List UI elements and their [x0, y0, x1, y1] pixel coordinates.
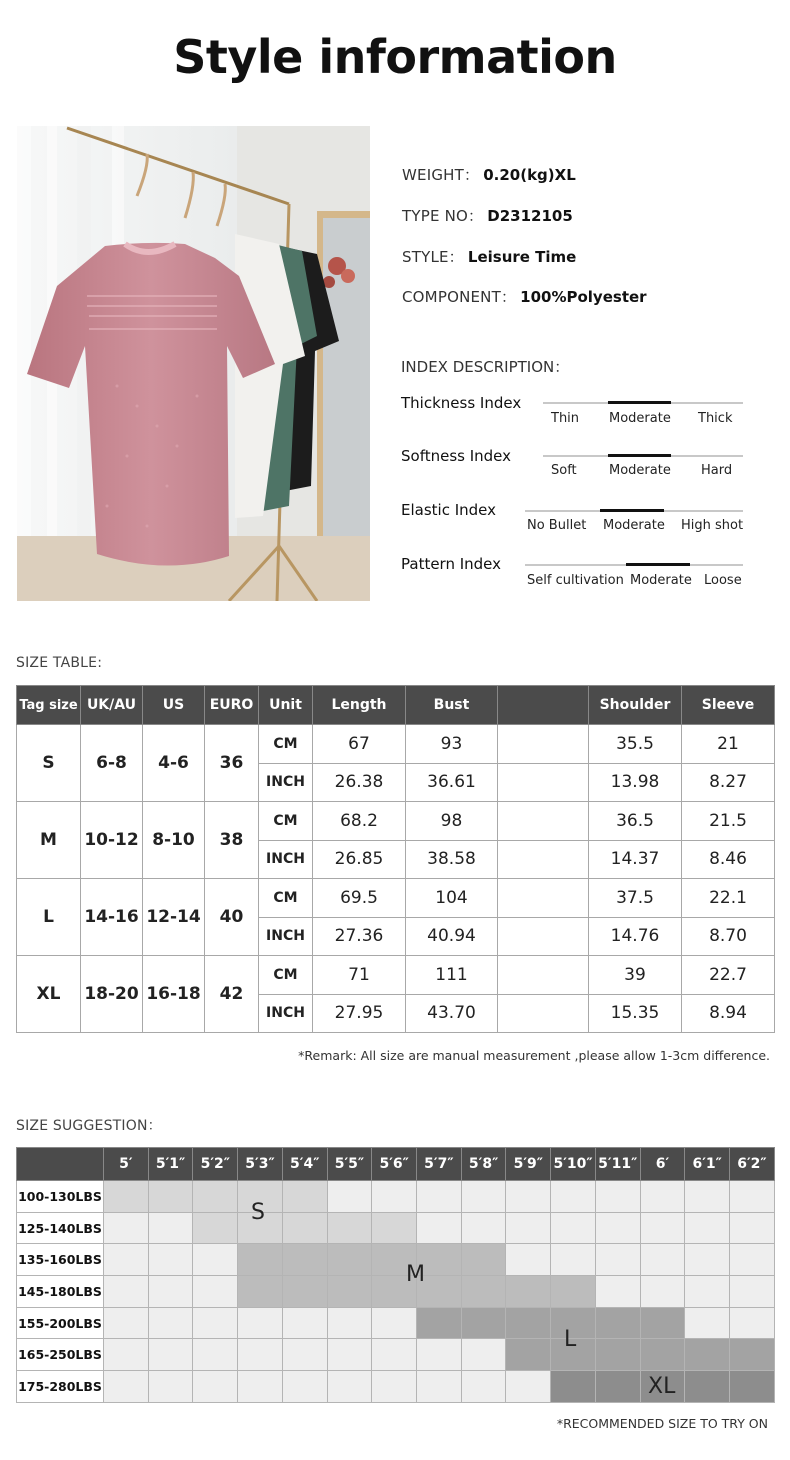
- type-value: D2312105: [487, 207, 573, 225]
- uk-size: 14-16: [81, 879, 143, 956]
- suggestion-cell: [417, 1212, 462, 1244]
- zone-label-l: L: [564, 1327, 577, 1352]
- index-marker: [626, 563, 690, 566]
- suggestion-cell: [730, 1181, 775, 1213]
- measure-cell: 8.94: [682, 994, 775, 1033]
- weight-label: 175-280LBS: [17, 1371, 104, 1403]
- measure-cell: 104: [406, 879, 498, 918]
- suggestion-cell: [193, 1181, 238, 1213]
- suggestion-cell: [417, 1181, 462, 1213]
- suggestion-cell: [282, 1244, 327, 1276]
- suggestion-cell: [282, 1307, 327, 1339]
- column-header: Unit: [259, 686, 313, 725]
- measure-cell: 21: [682, 725, 775, 764]
- suggestion-cell: [104, 1276, 149, 1308]
- suggestion-cell: [372, 1307, 417, 1339]
- suggestion-cell: [327, 1276, 372, 1308]
- suggestion-cell: [461, 1307, 506, 1339]
- suggestion-cell: [193, 1371, 238, 1403]
- elastic-index: [401, 501, 746, 541]
- suggestion-cell: [148, 1339, 193, 1371]
- euro-size: 38: [205, 802, 259, 879]
- euro-size: 36: [205, 725, 259, 802]
- unit-cell: CM: [259, 725, 313, 764]
- measure-cell: [498, 763, 589, 802]
- measure-cell: 13.98: [589, 763, 682, 802]
- measure-cell: 27.95: [313, 994, 406, 1033]
- index-name: Pattern Index: [401, 555, 502, 573]
- suggestion-cell: [327, 1181, 372, 1213]
- style-label: STYLE：: [402, 248, 464, 266]
- suggestion-cell: [417, 1371, 462, 1403]
- suggestion-cell: [282, 1371, 327, 1403]
- suggestion-cell: [551, 1212, 596, 1244]
- suggestion-cell: [148, 1212, 193, 1244]
- measure-cell: 21.5: [682, 802, 775, 841]
- us-size: 16-18: [143, 956, 205, 1033]
- softness-index: [401, 447, 746, 487]
- suggestion-cell: [327, 1307, 372, 1339]
- size-table: [16, 685, 775, 1033]
- index-option: Moderate: [603, 518, 665, 533]
- suggestion-cell: [238, 1276, 283, 1308]
- measure-cell: 22.1: [682, 879, 775, 918]
- size-row-cm: [17, 725, 775, 764]
- corner-header: [17, 1148, 104, 1181]
- index-marker: [600, 509, 664, 512]
- index-marker: [608, 454, 671, 457]
- measure-cell: 8.70: [682, 917, 775, 956]
- measure-cell: [498, 879, 589, 918]
- measure-cell: 93: [406, 725, 498, 764]
- suggestion-cell: [551, 1371, 596, 1403]
- index-option: High shot: [681, 518, 744, 533]
- weight-row: [17, 1212, 775, 1244]
- measure-cell: 37.5: [589, 879, 682, 918]
- suggestion-cell: [640, 1244, 685, 1276]
- column-header: Sleeve: [682, 686, 775, 725]
- measure-cell: 14.76: [589, 917, 682, 956]
- size-suggestion-table: [16, 1147, 775, 1403]
- suggestion-cell: [595, 1371, 640, 1403]
- thickness-index: [401, 394, 746, 434]
- suggestion-cell: [640, 1181, 685, 1213]
- index-option: Moderate: [609, 463, 671, 478]
- suggestion-cell: [685, 1212, 730, 1244]
- index-option: Soft: [551, 463, 577, 478]
- index-name: Softness Index: [401, 447, 512, 465]
- euro-size: 40: [205, 879, 259, 956]
- measure-cell: 26.85: [313, 840, 406, 879]
- unit-cell: CM: [259, 879, 313, 918]
- measure-cell: [498, 917, 589, 956]
- suggestion-cell: [372, 1212, 417, 1244]
- measure-cell: 71: [313, 956, 406, 995]
- weight-row: [17, 1339, 775, 1371]
- component-value: 100%Polyester: [520, 288, 647, 306]
- measure-cell: 98: [406, 802, 498, 841]
- height-header-row: [17, 1148, 775, 1181]
- suggestion-cell: [506, 1181, 551, 1213]
- index-option: No Bullet: [527, 518, 587, 533]
- height-header: 6′2″: [730, 1148, 775, 1181]
- size-table-label: SIZE TABLE:: [16, 655, 103, 671]
- suggestion-cell: [148, 1371, 193, 1403]
- suggestion-cell: [372, 1181, 417, 1213]
- suggestion-cell: [461, 1181, 506, 1213]
- measure-cell: 111: [406, 956, 498, 995]
- height-header: 5′2″: [193, 1148, 238, 1181]
- suggestion-cell: [104, 1371, 149, 1403]
- size-table-header: [17, 686, 775, 725]
- measure-cell: 8.46: [682, 840, 775, 879]
- weight-row: [17, 1307, 775, 1339]
- column-header: Shoulder: [589, 686, 682, 725]
- measure-cell: 15.35: [589, 994, 682, 1033]
- unit-cell: INCH: [259, 763, 313, 802]
- column-header: Tag size: [17, 686, 81, 725]
- suggestion-cell: [685, 1181, 730, 1213]
- index-option: Thin: [551, 411, 580, 426]
- suggestion-cell: [461, 1212, 506, 1244]
- weight-row: [17, 1181, 775, 1213]
- unit-cell: INCH: [259, 840, 313, 879]
- suggestion-cell: [104, 1339, 149, 1371]
- product-photo: [17, 126, 370, 601]
- height-header: 5′4″: [282, 1148, 327, 1181]
- suggestion-cell: [193, 1276, 238, 1308]
- measure-cell: 36.5: [589, 802, 682, 841]
- remark-note: *Remark: All size are manual measurement ,please allow 1-3cm difference.: [298, 1048, 770, 1063]
- unit-cell: CM: [259, 802, 313, 841]
- measure-cell: 14.37: [589, 840, 682, 879]
- measure-cell: 35.5: [589, 725, 682, 764]
- size-tag: L: [17, 879, 81, 956]
- zone-label-s: S: [251, 1200, 265, 1225]
- us-size: 4-6: [143, 725, 205, 802]
- column-header: [498, 686, 589, 725]
- measure-cell: 69.5: [313, 879, 406, 918]
- suggestion-cell: [506, 1212, 551, 1244]
- zone-label-xl: XL: [648, 1374, 676, 1399]
- column-header: Length: [313, 686, 406, 725]
- index-option: Moderate: [630, 573, 692, 588]
- suggestion-cell: [595, 1181, 640, 1213]
- measure-cell: 39: [589, 956, 682, 995]
- height-header: 5′1″: [148, 1148, 193, 1181]
- suggestion-cell: [104, 1244, 149, 1276]
- suggestion-cell: [730, 1276, 775, 1308]
- suggestion-cell: [238, 1339, 283, 1371]
- suggestion-cell: [461, 1244, 506, 1276]
- suggestion-cell: [506, 1339, 551, 1371]
- suggestion-cell: [506, 1307, 551, 1339]
- weight-label: 125-140LBS: [17, 1212, 104, 1244]
- height-header: 5′7″: [417, 1148, 462, 1181]
- index-option: Moderate: [609, 411, 671, 426]
- measure-cell: 67: [313, 725, 406, 764]
- suggestion-cell: [104, 1307, 149, 1339]
- suggestion-cell: [551, 1181, 596, 1213]
- suggestion-cell: [193, 1212, 238, 1244]
- height-header: 5′5″: [327, 1148, 372, 1181]
- size-tag: M: [17, 802, 81, 879]
- suggestion-cell: [417, 1307, 462, 1339]
- suggestion-cell: [238, 1371, 283, 1403]
- suggestion-cell: [461, 1276, 506, 1308]
- suggestion-cell: [104, 1212, 149, 1244]
- suggestion-cell: [595, 1307, 640, 1339]
- suggestion-cell: [595, 1244, 640, 1276]
- suggestion-cell: [104, 1181, 149, 1213]
- zone-label-m: M: [406, 1262, 425, 1287]
- measure-cell: 38.58: [406, 840, 498, 879]
- suggestion-cell: [685, 1244, 730, 1276]
- suggestion-cell: [461, 1339, 506, 1371]
- weight-row: [17, 1276, 775, 1308]
- index-option: Hard: [701, 463, 733, 478]
- unit-cell: CM: [259, 956, 313, 995]
- measure-cell: 27.36: [313, 917, 406, 956]
- measure-cell: [498, 725, 589, 764]
- uk-size: 6-8: [81, 725, 143, 802]
- suggestion-cell: [461, 1371, 506, 1403]
- suggestion-cell: [282, 1181, 327, 1213]
- suggestion-cell: [238, 1307, 283, 1339]
- suggestion-cell: [148, 1244, 193, 1276]
- measure-cell: [498, 840, 589, 879]
- suggestion-cell: [282, 1339, 327, 1371]
- suggestion-cell: [685, 1307, 730, 1339]
- height-header: 5′: [104, 1148, 149, 1181]
- size-tag: S: [17, 725, 81, 802]
- suggestion-cell: [327, 1339, 372, 1371]
- style-info: [402, 246, 576, 267]
- suggestion-cell: [148, 1181, 193, 1213]
- suggestion-cell: [193, 1307, 238, 1339]
- height-header: 5′3″: [238, 1148, 283, 1181]
- measure-cell: 22.7: [682, 956, 775, 995]
- column-header: Bust: [406, 686, 498, 725]
- measure-cell: [498, 994, 589, 1033]
- height-header: 5′6″: [372, 1148, 417, 1181]
- suggestion-cell: [640, 1276, 685, 1308]
- unit-cell: INCH: [259, 917, 313, 956]
- weight-label: 165-250LBS: [17, 1339, 104, 1371]
- height-header: 5′9″: [506, 1148, 551, 1181]
- component-info: [402, 286, 647, 307]
- suggestion-cell: [148, 1276, 193, 1308]
- suggestion-cell: [327, 1212, 372, 1244]
- size-tag: XL: [17, 956, 81, 1033]
- us-size: 12-14: [143, 879, 205, 956]
- pattern-index: [401, 555, 746, 595]
- measure-cell: 36.61: [406, 763, 498, 802]
- component-label: COMPONENT：: [402, 288, 517, 306]
- weight-label: 155-200LBS: [17, 1307, 104, 1339]
- index-marker: [608, 401, 671, 404]
- suggestion-cell: [595, 1276, 640, 1308]
- measure-cell: 26.38: [313, 763, 406, 802]
- measure-cell: [498, 956, 589, 995]
- size-suggestion-label: SIZE SUGGESTION：: [16, 1118, 162, 1134]
- suggestion-cell: [148, 1307, 193, 1339]
- suggestion-cell: [730, 1339, 775, 1371]
- suggestion-cell: [506, 1244, 551, 1276]
- height-header: 5′8″: [461, 1148, 506, 1181]
- suggestion-cell: [193, 1244, 238, 1276]
- suggestion-cell: [327, 1244, 372, 1276]
- index-option: Self cultivation: [527, 573, 624, 588]
- suggestion-cell: [730, 1307, 775, 1339]
- size-row-cm: [17, 879, 775, 918]
- suggestion-cell: [685, 1371, 730, 1403]
- measure-cell: 43.70: [406, 994, 498, 1033]
- suggestion-cell: [282, 1212, 327, 1244]
- index-title: INDEX DESCRIPTION：: [401, 358, 570, 376]
- type-info: [402, 205, 573, 226]
- index-option: Loose: [704, 573, 742, 588]
- weight-row: [17, 1244, 775, 1276]
- suggestion-cell: [730, 1371, 775, 1403]
- uk-size: 10-12: [81, 802, 143, 879]
- style-value: Leisure Time: [467, 248, 577, 266]
- column-header: US: [143, 686, 205, 725]
- suggestion-cell: [640, 1212, 685, 1244]
- suggestion-cell: [506, 1371, 551, 1403]
- weight-label: 135-160LBS: [17, 1244, 104, 1276]
- suggestion-cell: [551, 1244, 596, 1276]
- page-title: Style information: [173, 30, 617, 84]
- size-row-cm: [17, 956, 775, 995]
- suggestion-cell: [282, 1276, 327, 1308]
- column-header: UK/AU: [81, 686, 143, 725]
- measure-cell: 68.2: [313, 802, 406, 841]
- measure-cell: 8.27: [682, 763, 775, 802]
- suggestion-cell: [685, 1339, 730, 1371]
- height-header: 6′1″: [685, 1148, 730, 1181]
- suggestion-cell: [685, 1276, 730, 1308]
- weight-label: 100-130LBS: [17, 1181, 104, 1213]
- height-header: 5′11″: [595, 1148, 640, 1181]
- height-header: 6′: [640, 1148, 685, 1181]
- suggestion-cell: [640, 1307, 685, 1339]
- suggestion-cell: [595, 1212, 640, 1244]
- suggestion-cell: [595, 1339, 640, 1371]
- euro-size: 42: [205, 956, 259, 1033]
- type-label: TYPE NO：: [402, 207, 484, 225]
- suggestion-cell: [193, 1339, 238, 1371]
- suggestion-cell: [640, 1339, 685, 1371]
- height-header: 5′10″: [551, 1148, 596, 1181]
- index-name: Thickness Index: [401, 394, 522, 412]
- index-option: Thick: [698, 411, 733, 426]
- column-header: EURO: [205, 686, 259, 725]
- suggestion-cell: [372, 1339, 417, 1371]
- suggestion-cell: [506, 1276, 551, 1308]
- recommendation-note: *RECOMMENDED SIZE TO TRY ON: [556, 1416, 768, 1431]
- measure-cell: 40.94: [406, 917, 498, 956]
- suggestion-cell: [730, 1212, 775, 1244]
- suggestion-cell: [327, 1371, 372, 1403]
- suggestion-cell: [238, 1244, 283, 1276]
- size-row-cm: [17, 802, 775, 841]
- weight-label: WEIGHT：: [402, 166, 480, 184]
- weight-label: 145-180LBS: [17, 1276, 104, 1308]
- uk-size: 18-20: [81, 956, 143, 1033]
- weight-value: 0.20(kg)XL: [483, 166, 576, 184]
- us-size: 8-10: [143, 802, 205, 879]
- weight-info: [402, 164, 576, 185]
- suggestion-cell: [551, 1276, 596, 1308]
- unit-cell: INCH: [259, 994, 313, 1033]
- measure-cell: [498, 802, 589, 841]
- suggestion-cell: [372, 1371, 417, 1403]
- suggestion-cell: [730, 1244, 775, 1276]
- index-name: Elastic Index: [401, 501, 497, 519]
- suggestion-cell: [417, 1339, 462, 1371]
